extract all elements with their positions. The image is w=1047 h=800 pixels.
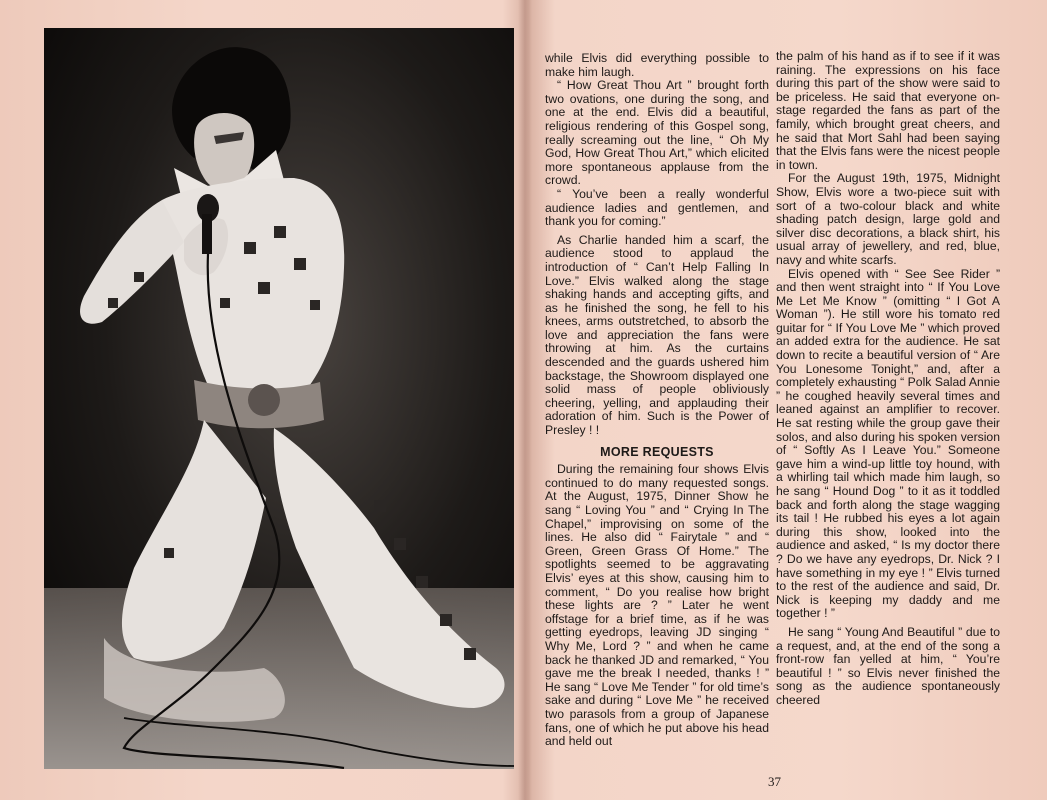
text-column-1 — [545, 52, 769, 749]
paragraph: For the August 19th, 1975, Midnight Show, Elvis wore a two-piece suit with sort of a two-colour black and white shading patch design, large gold and silver disc decorations, a black shirt, his usual array of jewellery, and red, blue, navy and white scarfs. — [776, 171, 1000, 267]
paragraph: He sang “ Young And Beautiful ” due to a request, and, at the end of the song a front-row fan yelled at him, “ You’re beautiful ! ” so Elvis never finished the song as the audience spontaneously cheered — [776, 624, 1000, 707]
paragraph: “ You’ve been a really wonderful audience ladies and gentlemen, and thank you for coming.” — [545, 186, 769, 229]
elvis-photo — [44, 28, 514, 769]
paragraph: During the remaining four shows Elvis continued to do many requested songs. At the August, 1975, Dinner Show he sang “ Loving You ” and “ Crying In The Chapel,” improvising on some of the lines. He also did “ Fairytale ” and “ Green, Green Grass Of Home.” The spotlights seemed to be aggravating Elvis’ eyes at this show, causing him to comment, “ Do you realise how bright these lights are ? ” Later he went offstage for a brief time, as if he was getting eyedrops, leaving JD singing “ Why Me, Lord ? ” and when he came back he thanked JD and remarked, “ You gave me the break I needed, thanks ! ” He sang “ Love Me Tender ” for old time’s sake and during “ Love Me ” he received two parasols from a group of Japanese fans, one of which he put above his head and held out — [545, 462, 769, 749]
paragraph: As Charlie handed him a scarf, the audience stood to applaud the introduction of “ Can’t Help Falling In Love.” Elvis walked along the stage shaking hands and accepting gifts, and as he finished the song, he fell to his knees, arms outstretched, to absorb the love and appreciation the fans were throwing at him. As the curtains descended and the guards ushered him backstage, the Showroom displayed one solid mass of people obliviously cheering, yelling, and applauding their adoration of him. Such is the Power of Presley ! ! — [545, 232, 769, 438]
paragraph: while Elvis did everything possible to make him laugh. — [545, 51, 769, 79]
page-number: 37 — [768, 774, 781, 789]
page-gutter — [518, 0, 532, 800]
paragraph: the palm of his hand as if to see if it was raining. The expressions on his face during this part of the show were said to be priceless. He said that everyone on-stage regarded the fans as part of the family, which brought great cheers, and he said that Mort Sahl had been saying that the Elvis fans were the nicest people in town. — [776, 49, 1000, 172]
paragraph: “ How Great Thou Art ” brought forth two ovations, one during the song, and one at the end. Elvis did a beautiful, religious rendering of this Gospel song, really screaming out the line, “ Oh My God, How Great Thou Art,” which elicited more spontaneous applause from the crowd. — [545, 78, 769, 188]
paragraph: Elvis opened with “ See See Rider ” and then went straight into “ If You Love Me Let Me Know ” (omitting “ I Got A Woman ”). He still wore his tomato red guitar for “ If You Love Me ” which proved an added extra for the audience. He sat down to recite a beautiful version of “ Are You Lonesome Tonight,” and, after a completely exhausting “ Polk Salad Annie ” he coughed heavily several times and leaned against an amplifier to recover. He sat resting while the group gave their solos, and also during his spoken version of “ Softly As I Leave You.” Someone gave him a wind-up little toy hound, with a whirling tail which made him laugh, so he sang “ Hound Dog ” to it as it toddled back and forth along the stage wagging its tail ! He rubbed his eyes a lot again during this show, looked into the audience and asked, “ Is my doctor there ? Do we have any eyedrops, Dr. Nick ? I have something in my eye ! ” Elvis turned to the rest of the audience and said, Dr. Nick is keeping my daddy and me together ! ” — [776, 266, 1000, 621]
text-column-2 — [776, 50, 1000, 708]
section-heading: MORE REQUESTS — [600, 444, 714, 459]
